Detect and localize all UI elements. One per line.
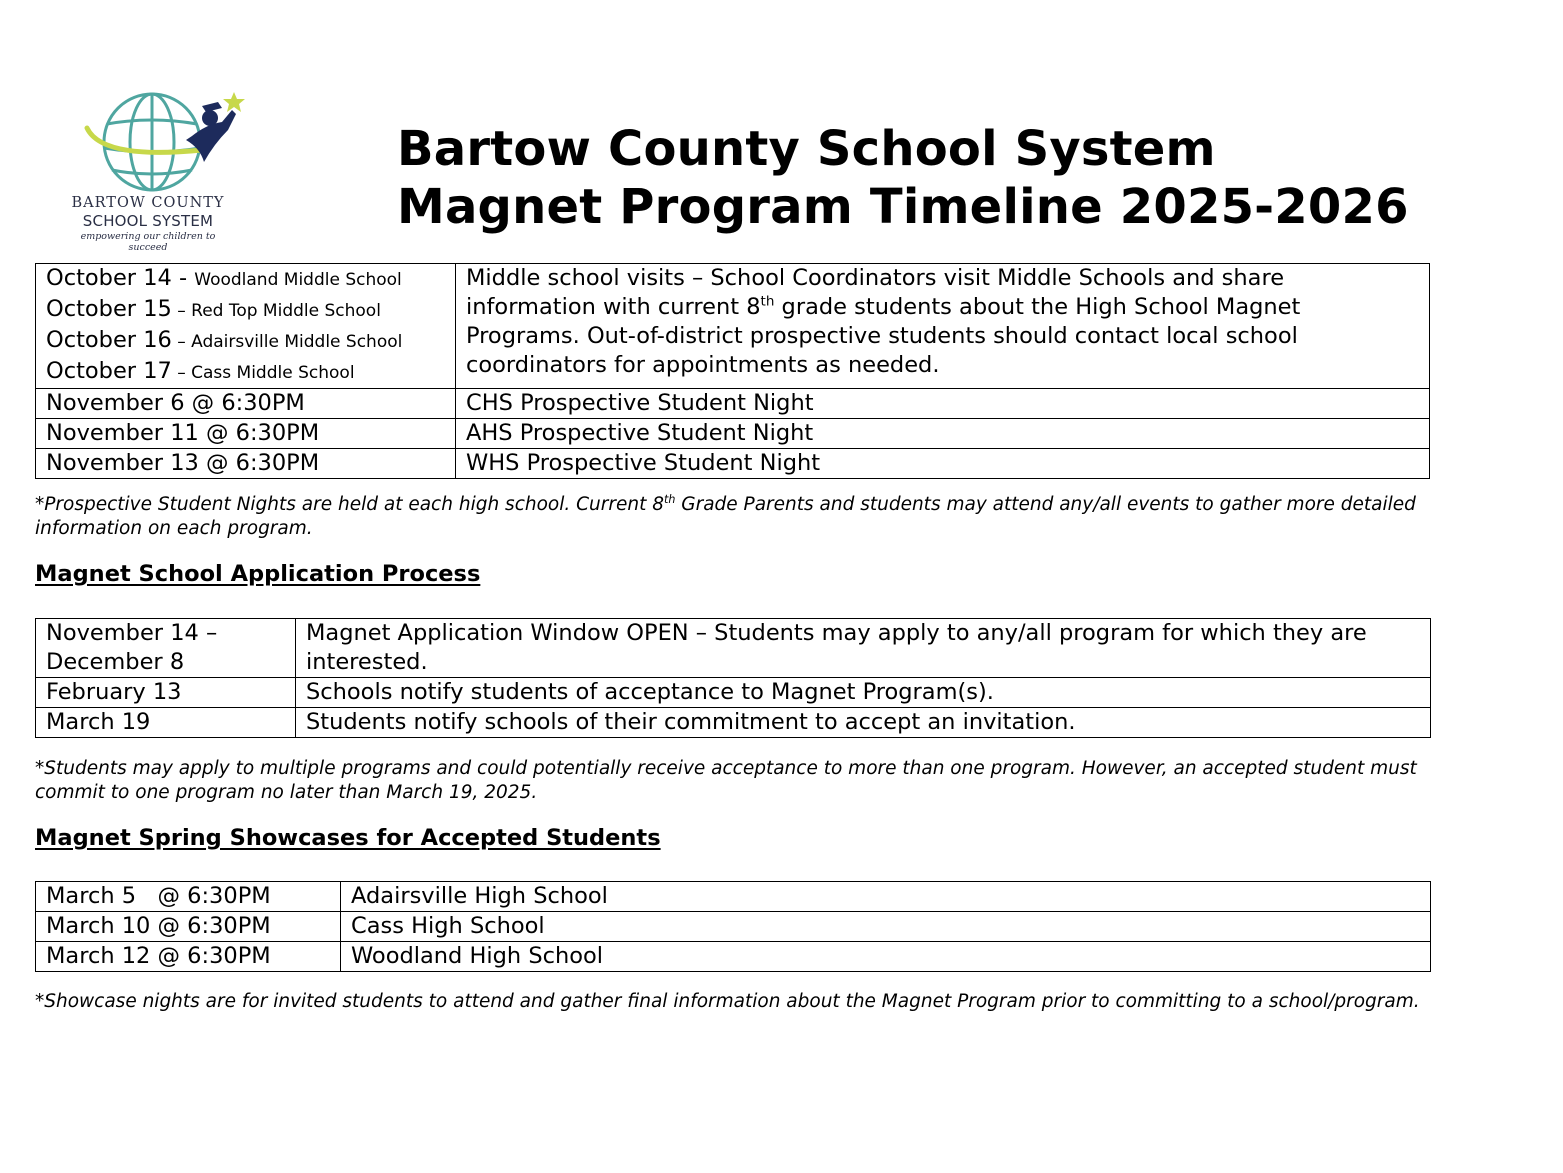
visit-description-cell: Middle school visits – School Coordinators visit Middle Schools and share information with current 8th grade students about the High School Magnet Programs. Out-of-district prospective students should contact local school coordinators for appointments as needed. — [456, 264, 1430, 389]
event-name: Woodland High School — [341, 942, 1431, 972]
visit-date-line: October 16 – Adairsville Middle School — [46, 327, 403, 353]
visit-date-line: October 15 – Red Top Middle School — [46, 296, 381, 322]
table-row — [36, 912, 1431, 942]
district-logo — [60, 88, 245, 253]
event-date: March 5 @ 6:30PM — [36, 882, 341, 912]
event-date: March 19 — [36, 708, 296, 738]
event-name: AHS Prospective Student Night — [456, 419, 1430, 449]
showcases-heading: Magnet Spring Showcases for Accepted Students — [35, 825, 661, 851]
table-row — [36, 678, 1431, 708]
event-name: Magnet Application Window OPEN – Students may apply to any/all program for which they are interested. — [296, 619, 1431, 678]
event-name: CHS Prospective Student Night — [456, 389, 1430, 419]
event-date: February 13 — [36, 678, 296, 708]
table-row — [36, 882, 1431, 912]
logo-name-line1: BARTOW COUNTY — [71, 195, 225, 211]
application-table — [35, 618, 1431, 738]
table-row — [36, 619, 1431, 678]
application-note: *Students may apply to multiple programs and could potentially receive acceptance to more than one program. However, an accepted student must commit to one program no later than March 19, 2025. — [35, 758, 1417, 803]
table-row — [36, 419, 1430, 449]
event-date: November 11 @ 6:30PM — [36, 419, 456, 449]
visits-table — [35, 263, 1430, 479]
star-icon — [223, 92, 245, 112]
table-row — [36, 389, 1430, 419]
visit-date-line: October 14 - Woodland Middle School — [46, 265, 402, 291]
event-date: November 14 – December 8 — [36, 619, 296, 678]
table-row — [36, 708, 1431, 738]
event-date: November 13 @ 6:30PM — [36, 449, 456, 479]
table-row — [36, 942, 1431, 972]
table-row — [36, 264, 1430, 389]
event-name: Adairsville High School — [341, 882, 1431, 912]
table-row — [36, 449, 1430, 479]
page-title — [397, 120, 1409, 236]
globe-logo-icon — [82, 88, 247, 196]
visit-dates-cell — [36, 264, 456, 389]
logo-tagline: empowering our children to succeed — [80, 231, 216, 253]
event-date: March 12 @ 6:30PM — [36, 942, 341, 972]
event-name: Schools notify students of acceptance to Magnet Program(s). — [296, 678, 1431, 708]
prospective-nights-note: *Prospective Student Nights are held at each high school. Current 8th Grade Parents and students may attend any/all events to gather more detailed information on each program. — [35, 492, 1416, 539]
application-heading: Magnet School Application Process — [35, 561, 481, 587]
title-line1: Bartow County School System — [397, 121, 1216, 177]
showcases-table — [35, 881, 1431, 972]
logo-name-line2: SCHOOL SYSTEM — [82, 212, 214, 230]
event-date: March 10 @ 6:30PM — [36, 912, 341, 942]
title-line2: Magnet Program Timeline 2025-2026 — [397, 179, 1409, 235]
showcases-note: *Showcase nights are for invited students to attend and gather final information about the Magnet Program prior to committing to a school/program. — [35, 991, 1420, 1012]
event-date: November 6 @ 6:30PM — [36, 389, 456, 419]
event-name: Students notify schools of their commitment to accept an invitation. — [296, 708, 1431, 738]
event-name: Cass High School — [341, 912, 1431, 942]
event-name: WHS Prospective Student Night — [456, 449, 1430, 479]
visit-date-line: October 17 – Cass Middle School — [46, 358, 355, 384]
